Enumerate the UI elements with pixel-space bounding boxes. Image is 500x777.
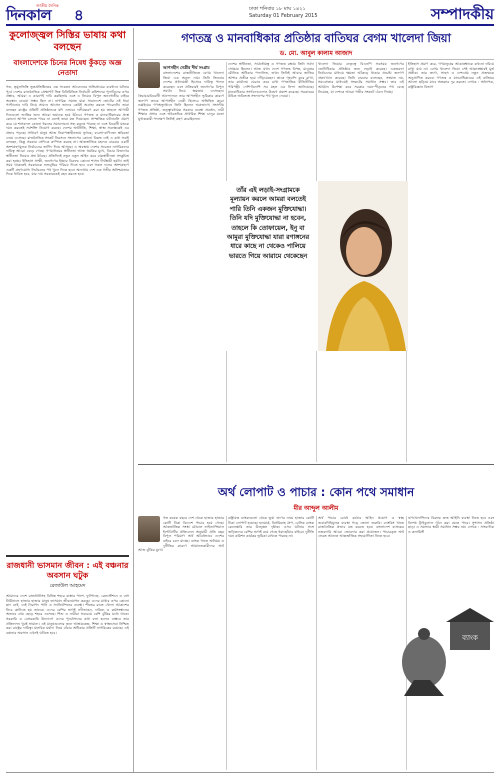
money-bag-illustration <box>400 600 494 700</box>
date-bengali: ঢাকা শনিবার ১৮ মাঘ ১৪২১ <box>249 6 306 12</box>
second-headline: অর্থ লোপাট ও পাচার : কোন পথে সমাধান <box>217 485 415 499</box>
main-column-2 <box>228 62 314 178</box>
left-box-byline: রেজাউল আহমেদ <box>49 583 86 589</box>
left-article-body: গত, তৃমূলভিত্তি ভূতপ্রতিষ্ঠিতের এক সচেতন আবেদনের অভিপ্রায়ের ব্যবধানে ঘটনার পূর্বে দেশের রাজনৈতিক প্রেক্ষাপট ভিন্ন বিনিমিতিত নির্বাচনী কমিশনের পুনর্গঠনের ওপর প্রস্তাব, আমরা এ কারণেই দাবি করছিলাম এবং এ নিয়েও বিপুল জনগোষ্ঠীর বাইরে অবস্থান নেওয়া সম্ভব ছিল না। নাগরিক সমাজ যারা সারাদেশে ভোটের এই ধারা পাল্টানোর দাবি নিয়ে সামনে আসেন তাদের কেউই অগ্রাহ্য করতে পারেননি। তারা বলছেন রাষ্ট্রের প্রতিটি প্রতিষ্ঠানকে যদি এভাবে দলীয়করণ করা হয় তাহলে আগামী দিনগুলো জাতির জন্য আরো ভয়ানক হয়ে উঠবে। গণতন্ত্র ও মানবাধিকারের প্রশ্নে কোনো আপস চলতে পারে না বলেই তারা মত দিয়েছেন। সাম্প্রতিক ঘটনাবলি প্রমাণ করে যে শাসকদল কোনো ধরনের সমালোচনা সহ্য করতে পারছে না এবং বিরোধী মতকে দমন করতেই সর্বশক্তি নিয়োগ করছে। দেশের অর্থনীতি, শিক্ষা, স্বাস্থ্য সবক্ষেত্রেই এর প্রভাব পড়ছে। সাধারণ মানুষ আজ নিরাপত্তাহীনতায় ভুগছে; ব্যবসা-বাণিজ্যে স্থবিরতা নেমে এসেছে। রাজনৈতিক সংকট নিরসনে সংলাপের কোনো বিকল্প নেই এ কথা সবাই বলছেন, কিন্তু সরকার সেদিকে কর্ণপাত করছে না। আন্তর্জাতিক মহলও বারবার একটি অংশগ্রহণমূলক নির্বাচনের তাগিদ দিয়ে আসছে। এ অবস্থায় দেশের সচেতন নাগরিকদের দায়িত্ব আরো বেড়ে গেছে। গণমাধ্যমের স্বাধীনতা আজ হুমকির মুখে, বিচার বিভাগের স্বাধীনতা নিয়েও প্রশ্ন উঠছে। প্রতিদিনই নতুন নতুন আইন করে বাকস্বাধীনতা সংকুচিত করা হচ্ছে। ইতিহাস সাক্ষী, জনগণের ইচ্ছার বিরুদ্ধে কোনো শাসন দীর্ঘস্থায়ী হয়নি। তাই সময় থাকতেই সরকারকে শুভবুদ্ধির পরিচয় দিতে হবে এবং সকল দলের অংশগ্রহণে একটি গ্রহণযোগ্য নির্বাচনের পথ খুলে দিতে হবে। অন্যথায় দেশ এক গভীর অনিশ্চয়তার দিকে ধাবিত হবে, যার দায় সরকারকেই বহন করতে হবে। <box>6 85 129 177</box>
main-byline: ড. মো. আবুল কালাম আজাদ <box>279 50 353 57</box>
bank-thief-icon <box>400 600 494 700</box>
page-footer-rule <box>6 772 494 773</box>
author-photo <box>138 62 160 88</box>
main-col1-text: বাংলাদেশের রাজনীতিতে বেগম খালেদা জিয়া এক অনন্য নাম। তিনি তিনবার দেশের প্রধানমন্ত্রী হিসেবে দায়িত্ব পালন করেছেন এবং প্রতিবারই জনগণের বিপুল সমর্থন নিয়ে ক্ষমতায় এসেছেন। স্বৈরাচারবিরোধী আন্দোলনে তার আপসহীন ভূমিকার কারণে জনগণ তাকে আপসহীন নেত্রী হিসেবে অভিহিত করে। নব্বইয়ের গণঅভ্যুত্থানে তিনি ছিলেন অগ্রভাগে। সংসদীয় গণতন্ত্র প্রতিষ্ঠা, তত্ত্বাবধায়ক সরকার ব্যবস্থা প্রবর্তন, নারী শিক্ষার প্রসার এবং অবৈতনিক প্রাথমিক শিক্ষা চালুর মতো যুগান্তকারী পদক্ষেপ তিনিই গ্রহণ করেছিলেন। <box>138 71 224 121</box>
masthead-divider <box>6 24 494 26</box>
second-col2-text: রাষ্ট্রায়ত্ত ব্যাংকগুলো থেকে ভুয়া ঋণের নামে হাজার কোটি টাকা লোপাট হয়েছে। হলমার্ক, বিসমিল্লাহ গ্রুপ, বেসিক ব্যাংক কেলেঙ্কারি তার উজ্জ্বল দৃষ্টান্ত। এসব ঘটনার সঙ্গে জড়িতদের বেশির ভাগই রয়ে গেছে ধরাছোঁয়ার বাইরে। দুর্নীতি দমন কমিশন কার্যকর ভূমিকা রাখতে পারছে না। <box>228 516 314 539</box>
column-divider <box>316 516 317 770</box>
second-column-4 <box>408 516 494 596</box>
second-byline: মীর আব্দুল আলীম <box>293 505 339 512</box>
main-col4-text: ইতিহাস প্রমাণ করে, গণমানুষের আকাঙ্ক্ষাকে কখনো দমিয়ে রাখা যায় না। বেগম খালেদা জিয়া সেই আকাঙ্ক্ষারই মূর্ত প্রতীক। তার ত্যাগ, সাহস ও দেশপ্রেম নতুন প্রজন্মকে অনুপ্রাণিত করবে। গণতন্ত্র ও মানবাধিকারের এই বাতিঘর আলো ছড়িয়ে যাবে অন্ধকার দূর করতে। লেখক : অধ্যাপক, রাষ্ট্রবিজ্ঞান বিভাগ <box>408 62 494 89</box>
second-column-3 <box>318 516 404 606</box>
main-column-1 <box>138 62 224 462</box>
portrait-illustration <box>318 181 408 351</box>
logo-tagline: জাতীয় দৈনিক <box>36 3 59 8</box>
date-english: Saturday 01 February 2015 <box>249 13 318 19</box>
portrait-photo <box>318 181 408 351</box>
left-subhead: বাংলাদেশকে চিনের নিষেধ কুঁকড়ে অজ্ঞ নেতাদা <box>6 58 129 81</box>
main-col1-subhead: আপসহীন নেত্রীর দীর্ঘ সংগ্রাম <box>163 65 210 70</box>
left-column <box>6 28 134 773</box>
second-col4-text: ঋণখেলাপিদের বিরুদ্ধে দ্রুত আইনি ব্যবস্থা নিতে হবে এবং বিশেষ ট্রাইব্যুনাল গঠন করা যেতে পারে। সুশাসন প্রতিষ্ঠা ছাড়া এ সমস্যার স্থায়ী সমাধান সম্ভব নয়। লেখক : সাংবাদিক ও কলামিস্ট <box>408 516 494 534</box>
main-column-4 <box>408 62 494 462</box>
main-col3-text: খালেদা জিয়ার নেতৃত্বে বিএনপি সবসময় জনগণের ভোটাধিকার প্রতিষ্ঠার জন্য লড়াই করেছে। একতরফা নির্বাচনের মাধ্যমে ক্ষমতা আঁকড়ে থাকার প্রচেষ্টা জনগণ প্রত্যাখ্যান করেছে। তিনি বারবার বলেছেন, সংঘাত নয়, সমঝোতার মাধ্যমেই সংকটের সমাধান সম্ভব। তার এই আহ্বান উপেক্ষা করে সরকার দমন-পীড়নের পথ বেছে নিয়েছে, যা দেশকে আরো গভীর সংকটে ঠেলে দিচ্ছে। <box>318 62 404 94</box>
newspaper-logo: দিনকাল <box>6 6 52 24</box>
page-number: ৪ <box>74 6 84 24</box>
left-box-body: আমাদের দেশে রাজধানীসহ বিভিন্ন শহরে রাস্তার পাশে, ফুটপাতে, রেলস্টেশনে ও বাস টার্মিনালে হাজার হাজার মানুষ ভাসমান জীবনযাপন করছে। এদের মাথার ওপর কোনো ছাদ নেই, নেই নিরাপদ পানি ও স্যানিটেশনের ব্যবস্থা। শীতের রাতে খোলা আকাশের নিচে কাটাতে হয় তাদের। এদের বেশির ভাগই নদীভাঙন, দারিদ্র্য ও কর্মসংস্থানের অভাবে গ্রাম ছেড়ে শহরে এসেছে। শিশু ও নারীরা সবচেয়ে বেশি ঝুঁকির মধ্যে থাকে। সরকারি ও বেসরকারি উদ্যোগে এদের পুনর্বাসনের কথা বলা হলেও বাস্তবে তার প্রতিফলন খুবই সামান্য। এই মানুষগুলোর জন্য আশ্রয়কেন্দ্র, শিক্ষা ও স্বাস্থ্যসেবা নিশ্চিত করা রাষ্ট্রের দায়িত্ব। মানবিক মর্যাদা নিয়ে বাঁচার অধিকার প্রতিটি নাগরিকের রয়েছে। এই বঞ্চনার অবসান এখনই ঘটাতে হবে। <box>6 594 129 635</box>
section-divider <box>138 464 494 465</box>
section-title: সম্পাদকীয় <box>430 5 494 23</box>
masthead <box>6 4 494 24</box>
column-divider <box>226 516 227 770</box>
main-column-3 <box>318 62 404 178</box>
pull-quote: তাঁর এই লড়াই-সংগ্রামকে মূল্যায়ন করলে আমরা বলতেই পারি তিনি একজন মুক্তিযোদ্ধা। তিনি যদি মুক্তিযোদ্ধা না হবেন, তাহলে কি তোফায়েল, ইনু বা আমুরা মুক্তিযোদ্ধা যারা রণাঙ্গনের ধারে কাছে না থেকেও পালিয়ে ভারতে গিয়ে আরামে থেকেছেন <box>226 187 310 260</box>
second-column-2 <box>228 516 314 770</box>
second-column-1 <box>138 516 224 770</box>
left-box-article <box>6 555 129 777</box>
second-col1-text: গত কয়েক বছরে দেশ থেকে হাজার হাজার কোটি টাকা বিদেশে পাচার হয়ে গেছে। আন্তর্জাতিক সংস্থা গ্লোবাল ফাইন্যান্সিয়াল ইন্টেগ্রিটির প্রতিবেদন অনুযায়ী প্রতি বছর বিপুল পরিমাণ অর্থ অবৈধভাবে দেশের বাইরে চলে যাচ্ছে। ব্যাংক খাতে অনিয়ম ও দুর্নীতির কারণে আমানতকারীদের অর্থ আজ ঝুঁকির মুখে। <box>138 516 224 553</box>
second-col3-text: অর্থ পাচার রোধে কঠোর আইন প্রয়োগ ও স্বচ্ছ জবাবদিহিমূলক ব্যবস্থা গড়ে তোলা জরুরি। ব্যাংকিং খাতে রাজনৈতিক প্রভাব বন্ধ করতে হবে। বাংলাদেশ ব্যাংকের নজরদারি আরো জোরদার করা প্রয়োজন। পাচারকৃত অর্থ ফেরত আনতে আন্তর্জাতিক সহযোগিতা নিতে হবে। <box>318 516 404 539</box>
left-headline: কুলোজ্জ্বল সিস্তির ভাষায় কথা বলছেন <box>9 30 126 53</box>
main-headline: গণতন্ত্র ও মানবাধিকার প্রতিষ্ঠার বাতিঘর বেগম খালেদা জিয়া <box>181 31 451 45</box>
main-col2-text: দেশের স্বাধীনতা, সার্বভৌমত্ব ও গণতন্ত্র রক্ষায় তিনি সর্বদা সোচ্চার ছিলেন। আজ যখন দেশে গণতন্ত্র বিপন্ন, মানুষের মৌলিক অধিকার পদদলিত, তখন তিনিই আবার জাতির আশার প্রতীক হয়ে দাঁড়িয়েছেন। তাকে গৃহবন্দি করে রাখা, তার কার্যালয় ঘেরাও করে রাখা গণতান্ত্রিক রীতিনীতির পরিপন্থী। দেশি-বিদেশি সব মহল এর নিন্দা জানিয়েছে। মানবাধিকার সংগঠনগুলোও উদ্বেগ প্রকাশ করেছে। সরকারের উচিত অবিলম্বে সংলাপের পথ খুলে দেওয়া। <box>228 62 314 99</box>
issue-dates <box>249 6 318 20</box>
left-box-headline: রাজধানী ভাসমান জীবন : এই বঞ্চনার অবসান ঘটুক <box>6 561 129 580</box>
bank-label: ব্যাংক <box>462 634 478 642</box>
author-photo <box>138 516 160 542</box>
